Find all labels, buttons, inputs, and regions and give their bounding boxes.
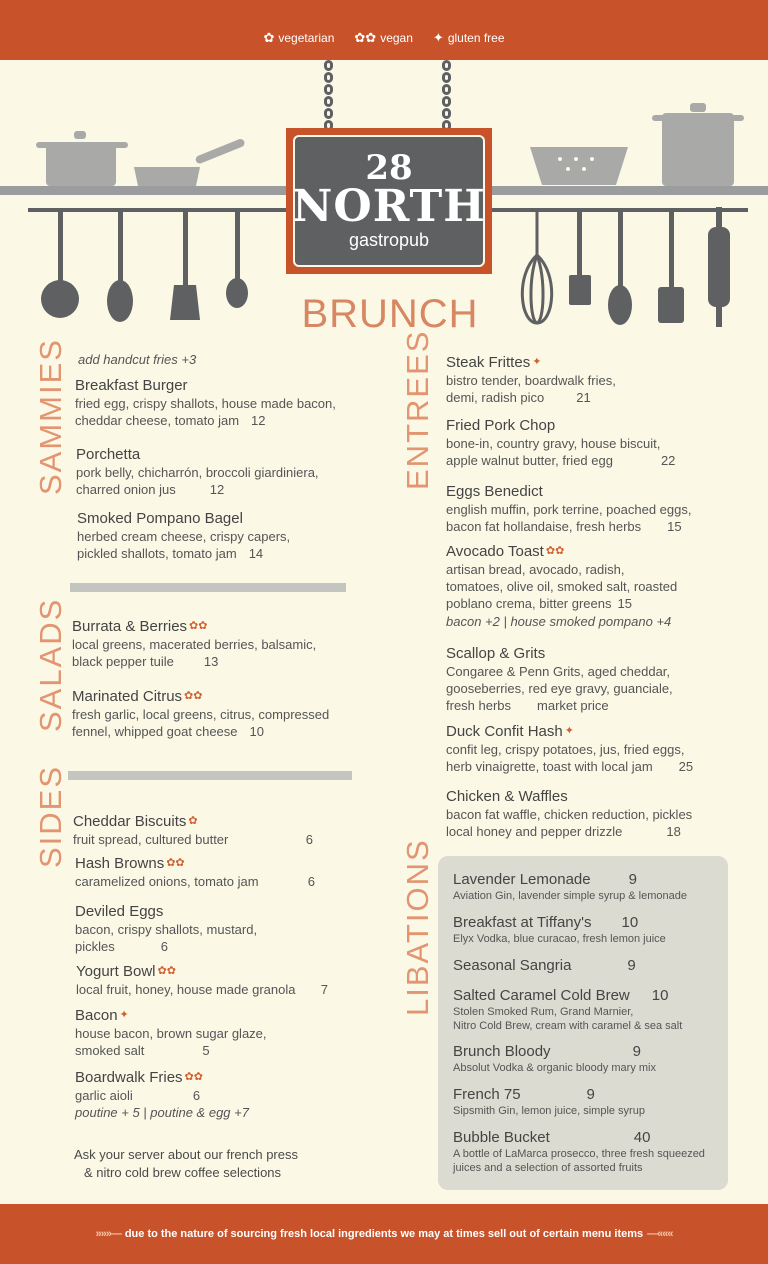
item-desc: tomatoes, olive oil, smoked salt, roasted	[446, 579, 678, 594]
item-desc: fried egg, crispy shallots, house made bacon,	[75, 396, 336, 411]
scraper-icon	[569, 210, 591, 305]
item-desc: caramelized onions, tomato jam	[75, 874, 259, 889]
menu-item	[75, 854, 315, 890]
page-title: BRUNCH	[301, 292, 479, 336]
item-price: 12	[251, 413, 266, 428]
drink-price: 9	[628, 871, 637, 888]
menu-item	[446, 644, 673, 714]
item-name: Boardwalk Fries	[75, 1069, 183, 1086]
sign-name: NORTH	[292, 181, 486, 232]
item-desc: fresh garlic, local greens, citrus, compressed	[72, 707, 330, 722]
legend-vegetarian	[263, 30, 334, 46]
item-price: 6	[307, 874, 315, 889]
sign-chain-left	[322, 60, 334, 135]
item-desc: charred onion jus	[76, 482, 176, 497]
item-desc: fennel, whipped goat cheese	[72, 724, 238, 739]
vegan-icon: ✿✿	[184, 690, 203, 702]
menu-item	[446, 353, 616, 406]
item-price: 6	[192, 1088, 201, 1103]
menu-item	[76, 962, 328, 998]
drink-item	[453, 1128, 705, 1175]
sign-panel	[293, 135, 485, 267]
menu-item	[75, 1068, 203, 1104]
menu-item	[446, 482, 691, 535]
item-desc: cheddar cheese, tomato jam	[75, 413, 240, 428]
item-name: Hash Browns	[75, 855, 165, 872]
ornament-left-icon: »»»—	[95, 1228, 121, 1240]
item-name: Cheddar Biscuits	[73, 813, 187, 830]
drink-desc: Sipsmith Gin, lemon juice, simple syrup	[453, 1105, 645, 1117]
vegan-icon: ✿✿	[166, 857, 185, 869]
item-price: 21	[576, 390, 591, 405]
item-name: Fried Pork Chop	[446, 417, 556, 434]
drink-name: Lavender Lemonade	[453, 871, 591, 888]
stock-pot-icon	[652, 103, 744, 186]
item-name: Avocado Toast	[446, 543, 544, 560]
item-name: Scallop & Grits	[446, 645, 546, 662]
item-price: 25	[678, 759, 694, 774]
item-desc: poblano crema, bitter greens	[446, 596, 612, 611]
item-name: Smoked Pompano Bagel	[77, 510, 243, 527]
drink-item	[453, 986, 682, 1033]
menu-item	[75, 902, 257, 955]
item-name: Yogurt Bowl	[76, 963, 156, 980]
ladle-icon	[226, 210, 248, 308]
menu-item	[75, 376, 336, 429]
item-desc: smoked salt	[75, 1043, 145, 1058]
drink-price: 40	[633, 1129, 651, 1146]
item-price: 22	[660, 453, 676, 468]
item-desc: black pepper tuile	[72, 654, 174, 669]
drink-desc: Aviation Gin, lavender simple syrup & lemonade	[453, 890, 687, 902]
colander-icon	[530, 147, 628, 185]
legend-gluten-free-label: gluten free	[447, 31, 505, 45]
menu-item	[446, 542, 677, 612]
item-name: Deviled Eggs	[75, 903, 164, 920]
item-desc: local greens, macerated berries, balsamic,	[72, 637, 317, 652]
legend-vegan	[354, 30, 413, 46]
item-name: Duck Confit Hash	[446, 723, 563, 740]
menu-item	[76, 445, 319, 498]
skimmer-icon	[41, 210, 79, 318]
restaurant-sign	[286, 128, 492, 274]
item-price: 5	[202, 1043, 210, 1058]
menu-item	[72, 687, 329, 740]
legend-vegan-label: vegan	[380, 31, 413, 45]
drink-desc: juices and a selection of assorted fruits	[453, 1162, 643, 1174]
vegetarian-icon: ✿	[188, 815, 198, 827]
item-desc: fresh herbs	[446, 698, 512, 713]
drink-name: Breakfast at Tiffany's	[453, 914, 592, 931]
item-desc: Congaree & Penn Grits, aged cheddar,	[446, 664, 671, 679]
item-price: 12	[209, 482, 225, 497]
item-desc: local fruit, honey, house made granola	[76, 982, 296, 997]
fries-addon-note: add handcut fries +3	[78, 352, 197, 367]
item-desc: bone-in, country gravy, house biscuit,	[446, 436, 661, 451]
vegan-icon: ✿✿	[157, 965, 176, 977]
double-leaf-icon: ✿✿	[354, 30, 377, 45]
drink-item	[453, 956, 636, 975]
section-label-entrees: ENTREES	[400, 329, 435, 490]
item-desc: bacon fat waffle, chicken reduction, pickles	[446, 807, 693, 822]
diet-legend	[0, 30, 768, 46]
item-desc: local honey and pepper drizzle	[446, 824, 623, 839]
drink-item	[453, 870, 687, 903]
turner-icon	[658, 210, 684, 323]
pot-icon	[36, 131, 128, 186]
drink-name: Seasonal Sangria	[453, 957, 572, 974]
drink-name: Salted Caramel Cold Brew	[453, 987, 630, 1004]
item-desc: garlic aioli	[75, 1088, 133, 1103]
item-name: Porchetta	[76, 446, 141, 463]
poutine-addon-note: poutine + 5 | poutine & egg +7	[75, 1105, 249, 1120]
drink-desc: Elyx Vodka, blue curacao, fresh lemon juice	[453, 933, 666, 945]
sign-subtitle: gastropub	[348, 230, 430, 250]
item-desc: artisan bread, avocado, radish,	[446, 562, 625, 577]
leaf-icon: ✿	[263, 30, 275, 45]
serving-spoon-icon	[608, 210, 632, 325]
coffee-note	[74, 1146, 298, 1182]
vegan-icon: ✿✿	[545, 545, 565, 557]
item-desc: apple walnut butter, fried egg	[446, 453, 613, 468]
divider	[68, 771, 352, 780]
item-price: 7	[320, 982, 328, 997]
item-desc: herbed cream cheese, crispy capers,	[77, 529, 291, 544]
vegan-icon: ✿✿	[189, 620, 208, 632]
item-desc: english muffin, pork terrine, poached eggs,	[446, 502, 692, 517]
section-label-sides: SIDES	[33, 764, 68, 868]
item-name: Bacon	[75, 1007, 118, 1024]
item-price: market price	[537, 698, 609, 713]
frying-pan-icon	[134, 138, 246, 186]
gluten-free-icon: ✦	[532, 356, 542, 368]
section-label-sammies: SAMMIES	[33, 338, 68, 495]
item-desc: pork belly, chicharrón, broccoli giardiniera,	[76, 465, 319, 480]
footer-banner	[0, 1204, 768, 1264]
drink-desc: Absolut Vodka & organic bloody mary mix	[453, 1062, 656, 1074]
item-price: 18	[666, 824, 681, 839]
drink-item	[453, 1085, 645, 1118]
item-name: Marinated Citrus	[72, 688, 183, 705]
item-name: Steak Frittes	[446, 354, 531, 371]
item-desc: demi, radish pico	[446, 390, 545, 405]
drink-item	[453, 1042, 656, 1075]
item-price: 6	[160, 939, 168, 954]
gluten-free-icon: ✦	[564, 725, 574, 737]
drink-name: Brunch Bloody	[453, 1043, 551, 1060]
drink-price: 10	[651, 987, 669, 1004]
slotted-spoon-icon	[107, 210, 133, 322]
drink-price: 9	[627, 957, 636, 974]
legend-gluten-free	[433, 30, 505, 46]
item-desc: pickled shallots, tomato jam	[77, 546, 237, 561]
item-price: 15	[617, 596, 632, 611]
item-desc: bacon, crispy shallots, mustard,	[75, 922, 258, 937]
section-label-salads: SALADS	[33, 597, 68, 732]
ornament-right-icon: —«««	[647, 1228, 673, 1240]
item-desc: gooseberries, red eye gravy, guanciale,	[446, 681, 673, 696]
item-desc: pickles	[75, 939, 115, 954]
wheat-icon: ✦	[432, 30, 444, 45]
coffee-note-line1: Ask your server about our french press	[74, 1147, 298, 1162]
item-name: Eggs Benedict	[446, 483, 543, 500]
item-name: Chicken & Waffles	[446, 788, 568, 805]
item-price: 6	[305, 832, 313, 847]
menu-item	[72, 617, 316, 670]
avocado-addon-note: bacon +2 | house smoked pompano +4	[446, 614, 672, 629]
item-price: 15	[667, 519, 682, 534]
sign-chain-right	[440, 60, 452, 135]
item-name: Burrata & Berries	[72, 618, 188, 635]
item-desc: confit leg, crispy potatoes, jus, fried eggs,	[446, 742, 685, 757]
sign-number: 28	[365, 148, 413, 188]
spatula-icon	[170, 210, 200, 320]
rolling-pin-icon	[708, 207, 730, 327]
menu-item	[77, 509, 290, 562]
item-name: Breakfast Burger	[75, 377, 188, 394]
item-price: 10	[249, 724, 264, 739]
section-label-libations: LIBATIONS	[400, 838, 435, 1016]
menu-item	[446, 722, 693, 775]
footer-notice: due to the nature of sourcing fresh local ingredients we may at times sell out of certain menu items	[124, 1228, 644, 1240]
vegan-icon: ✿✿	[184, 1071, 203, 1083]
item-desc: fruit spread, cultured butter	[73, 832, 229, 847]
menu-item	[446, 787, 692, 840]
item-desc: house bacon, brown sugar glaze,	[75, 1026, 267, 1041]
menu-item	[75, 1006, 267, 1059]
drink-desc: Nitro Cold Brew, cream with caramel & sea salt	[453, 1020, 683, 1032]
item-desc: bistro tender, boardwalk fries,	[446, 373, 616, 388]
drink-desc: Stolen Smoked Rum, Grand Marnier,	[453, 1006, 634, 1018]
whisk-icon	[522, 210, 551, 323]
drink-price: 10	[621, 914, 639, 931]
menu-item	[446, 416, 675, 469]
drink-name: French 75	[453, 1086, 521, 1103]
drink-item	[453, 913, 666, 946]
item-desc: bacon fat hollandaise, fresh herbs	[446, 519, 642, 534]
drink-price: 9	[632, 1043, 641, 1060]
gluten-free-icon: ✦	[119, 1009, 129, 1021]
item-price: 14	[248, 546, 264, 561]
item-price: 13	[203, 654, 219, 669]
divider	[70, 583, 346, 592]
drink-price: 9	[586, 1086, 595, 1103]
drink-name: Bubble Bucket	[453, 1129, 550, 1146]
legend-vegetarian-label: vegetarian	[278, 31, 335, 45]
item-desc: herb vinaigrette, toast with local jam	[446, 759, 653, 774]
drink-desc: A bottle of LaMarca prosecco, three fresh squeezed	[453, 1148, 705, 1160]
coffee-note-line2: & nitro cold brew coffee selections	[84, 1165, 282, 1180]
menu-item	[73, 812, 313, 848]
